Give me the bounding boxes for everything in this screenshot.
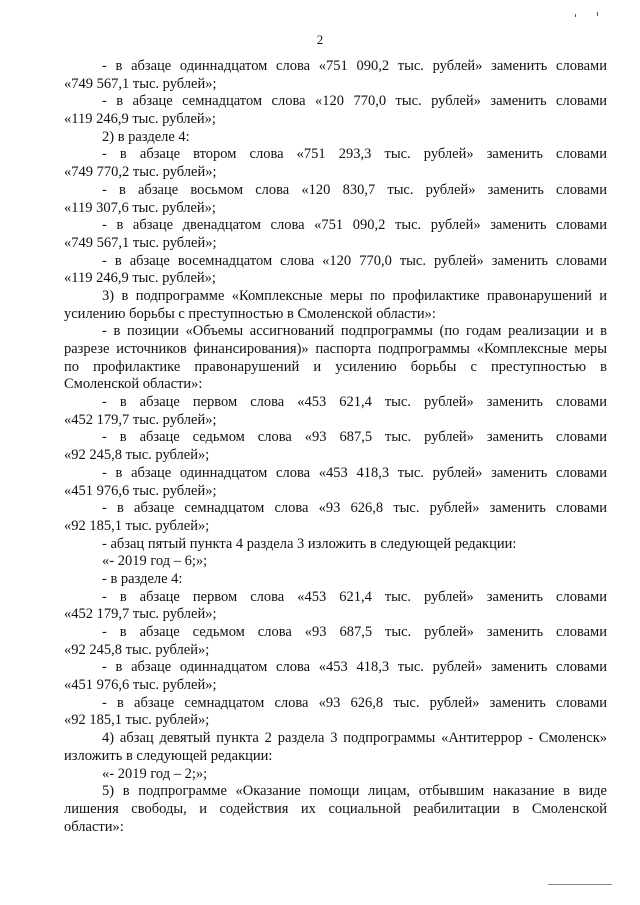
text-line: - в абзаце восемнадцатом слова «120 770,0 тыс. рублей» заменить словами	[102, 252, 607, 269]
text-line: «- 2019 год – 6;»;	[102, 553, 208, 570]
text-line: - в абзаце семнадцатом слова «120 770,0 тыс. рублей» заменить словами	[102, 93, 607, 110]
text-line: «452 179,7 тыс. рублей»;	[64, 606, 217, 623]
text-line: - в разделе 4:	[102, 570, 183, 587]
text-line: усилению борьбы с преступностью в Смоленской области»:	[64, 305, 436, 322]
text-line: - в абзаце двенадцатом слова «751 090,2 тыс. рублей» заменить словами	[102, 217, 607, 234]
text-line: - в абзаце втором слова «751 293,3 тыс. рублей» заменить словами	[102, 146, 607, 163]
text-line: «92 185,1 тыс. рублей»;	[64, 517, 210, 534]
text-line: «92 185,1 тыс. рублей»;	[64, 712, 210, 729]
text-line: «92 245,8 тыс. рублей»;	[64, 641, 210, 658]
text-line: по профилактике правонарушений и усилению борьбы с преступностью в	[64, 358, 607, 375]
document-body	[64, 58, 607, 836]
text-line: 2) в разделе 4:	[102, 128, 190, 145]
text-line: «451 976,6 тыс. рублей»;	[64, 677, 217, 694]
text-line: области»:	[64, 818, 124, 835]
text-line: изложить в следующей редакции:	[64, 747, 273, 764]
text-line: - абзац пятый пункта 4 раздела 3 изложить в следующей редакции:	[102, 535, 517, 552]
text-line: - в абзаце семнадцатом слова «93 626,8 тыс. рублей» заменить словами	[102, 694, 607, 711]
text-line: «92 245,8 тыс. рублей»;	[64, 447, 210, 464]
text-line: 3) в подпрограмме «Комплексные меры по профилактике правонарушений и	[102, 287, 607, 304]
text-line: «- 2019 год – 2;»;	[102, 765, 208, 782]
text-line: «749 567,1 тыс. рублей»;	[64, 75, 217, 92]
text-line: «119 307,6 тыс. рублей»;	[64, 199, 216, 216]
text-line: - в абзаце одиннадцатом слова «751 090,2 тыс. рублей» заменить словами	[102, 58, 607, 74]
scan-line	[548, 884, 612, 885]
scan-speck	[575, 14, 576, 17]
text-line: «119 246,9 тыс. рублей»;	[64, 111, 216, 128]
text-line: - в позиции «Объемы ассигнований подпрограммы (по годам реализации и в	[102, 323, 607, 340]
text-line: - в абзаце одиннадцатом слова «453 418,3 тыс. рублей» заменить словами	[102, 659, 607, 676]
text-line: - в абзаце первом слова «453 621,4 тыс. рублей» заменить словами	[102, 394, 607, 411]
page-number: 2	[316, 32, 324, 47]
text-line: разрезе источников финансирования)» паспорта подпрограммы «Комплексные меры	[64, 341, 607, 357]
text-line: - в абзаце первом слова «453 621,4 тыс. рублей» заменить словами	[102, 588, 607, 605]
text-line: «749 567,1 тыс. рублей»;	[64, 234, 217, 251]
text-line: «452 179,7 тыс. рублей»;	[64, 411, 217, 428]
text-line: «451 976,6 тыс. рублей»;	[64, 482, 217, 499]
text-line: 5) в подпрограмме «Оказание помощи лицам, отбывшим наказание в виде	[102, 783, 607, 800]
scan-speck	[597, 12, 598, 16]
text-line: - в абзаце восьмом слова «120 830,7 тыс. рублей» заменить словами	[102, 181, 607, 198]
text-line: - в абзаце седьмом слова «93 687,5 тыс. рублей» заменить словами	[102, 624, 607, 640]
text-line: «749 770,2 тыс. рублей»;	[64, 164, 217, 181]
text-line: - в абзаце одиннадцатом слова «453 418,3 тыс. рублей» заменить словами	[102, 464, 607, 481]
text-line: Смоленской области»:	[64, 376, 203, 393]
text-line: «119 246,9 тыс. рублей»;	[64, 270, 216, 287]
text-line: лишения свободы, и содействия их социальной реабилитации в Смоленской	[64, 800, 607, 817]
text-line: 4) абзац девятый пункта 2 раздела 3 подпрограммы «Антитеррор - Смоленск»	[102, 730, 607, 747]
text-line: - в абзаце седьмом слова «93 687,5 тыс. рублей» заменить словами	[102, 429, 607, 446]
text-line: - в абзаце семнадцатом слова «93 626,8 тыс. рублей» заменить словами	[102, 500, 607, 517]
